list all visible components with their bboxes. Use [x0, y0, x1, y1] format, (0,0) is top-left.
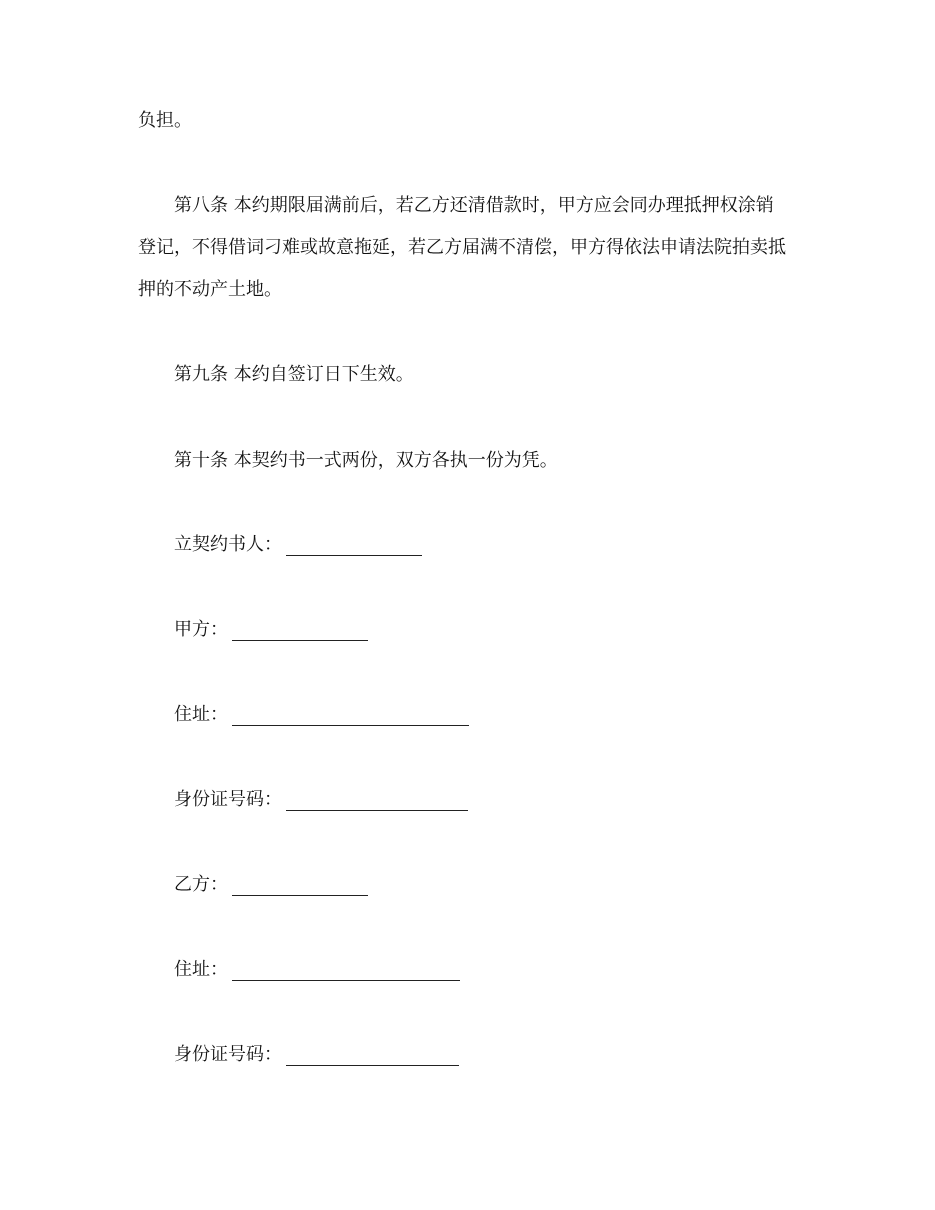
party-a-id-blank[interactable] — [286, 792, 468, 811]
contractor-blank[interactable] — [286, 537, 422, 556]
party-b-id-blank[interactable] — [286, 1047, 459, 1066]
article-10: 第十条 本契约书一式两份，双方各执一份为凭。 — [174, 450, 558, 471]
continuation-text: 负担。 — [138, 110, 192, 131]
party-a-id-label: 身份证号码： — [174, 789, 282, 810]
article-8-line-1: 第八条 本约期限届满前后，若乙方还清借款时，甲方应会同办理抵押权涂销 — [174, 195, 774, 216]
party-b-id-label: 身份证号码： — [174, 1044, 282, 1065]
party-a-address-field — [174, 704, 469, 726]
party-a-address-label: 住址： — [174, 704, 228, 725]
party-b-address-field — [174, 959, 460, 981]
party-b-label: 乙方： — [174, 874, 228, 895]
party-a-address-blank[interactable] — [232, 707, 469, 726]
party-a-field — [174, 619, 368, 641]
party-b-field — [174, 874, 368, 896]
party-a-label: 甲方： — [174, 619, 228, 640]
party-b-address-label: 住址： — [174, 959, 228, 980]
article-8-line-3: 押的不动产土地。 — [138, 279, 282, 300]
article-8-line-2: 登记，不得借词刁难或故意拖延，若乙方届满不清偿，甲方得依法申请法院拍卖抵 — [138, 237, 786, 258]
contractor-field — [174, 534, 422, 556]
party-a-id-field — [174, 789, 468, 811]
article-9: 第九条 本约自签订日下生效。 — [174, 364, 414, 385]
party-b-id-field — [174, 1044, 459, 1066]
contractor-label: 立契约书人： — [174, 534, 282, 555]
party-b-address-blank[interactable] — [232, 962, 460, 981]
party-b-blank[interactable] — [232, 877, 368, 896]
party-a-blank[interactable] — [232, 622, 368, 641]
